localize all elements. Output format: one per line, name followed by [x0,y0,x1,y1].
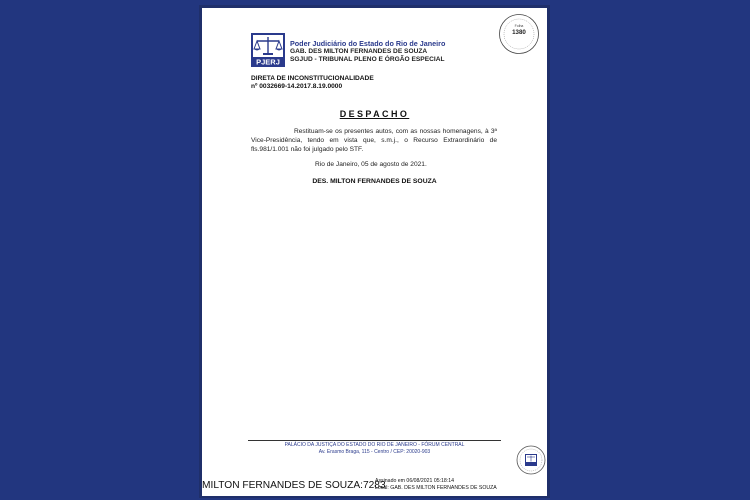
document-body [251,127,497,154]
court-seal-icon [516,445,546,475]
digital-signature-name: MILTON FERNANDES DE SOUZA:7283 [202,480,386,491]
date-line: Rio de Janeiro, 05 de agosto de 2021. [315,161,427,168]
digital-signature-meta [375,478,497,491]
footer-address-line1: PALÁCIO DA JUSTIÇA DO ESTADO DO RIO DE JANEIRO - FÓRUM CENTRAL [284,442,465,448]
judge-name: DES. MILTON FERNANDES DE SOUZA [312,178,437,185]
footer-divider [248,440,501,441]
footer-address [248,442,501,456]
signature-location: Local: GAB. DES MILTON FERNANDES DE SOUZA [375,484,497,491]
case-type: DIRETA DE INCONSTITUCIONALIDADE [251,75,374,82]
court-header [290,40,445,64]
case-number: nº 0032669-14.2017.8.19.0000 [251,83,343,90]
office-name: GAB. DES MILTON FERNANDES DE SOUZA [290,48,428,55]
footer-address-line2: Av. Erasmo Braga, 115 - Centro / CEP: 20020-903 [318,449,431,455]
court-name: Poder Judiciário do Estado do Rio de Janeiro [290,39,446,48]
stamp-number: 1380 [512,29,526,36]
signature-timestamp: Assinado em 06/08/2021 05:18:14 [375,478,455,484]
document-title: DESPACHO [339,109,410,119]
logo-wordmark: PJERJ [256,57,280,67]
body-text: Restituam-se os presentes autos, com as nossas homenagens, à 3ª Vice-Presidência, tendo em vista que, s.m.j., o Recurso Extraordinário de fls.981/1.001 não foi julgado pelo STF. [251,128,497,153]
pjerj-logo [251,33,285,67]
stamp-label: Folha [514,24,524,28]
division-name: SGJUD - TRIBUNAL PLENO E ÓRGÃO ESPECIAL [290,56,445,63]
document-title-wrap [202,109,547,119]
case-block [251,75,374,91]
document-page [202,8,547,496]
